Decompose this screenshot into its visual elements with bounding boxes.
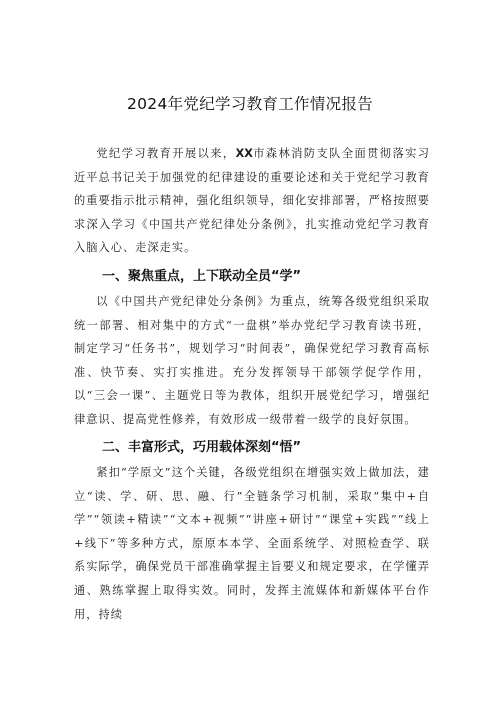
- document-title: 2024年党纪学习教育工作情况报告: [126, 95, 374, 113]
- paragraph-intro-highlight: XX: [235, 147, 253, 160]
- paragraph-section-2: 紧扣“学原文”这个关键，各级党组织在增强实效上做加法，建立“读、学、研、思、融、行”全链条学习机制，采取“集中+自学”“领读+精读”“文本+视频”“讲座+研讨”“课堂+实践”“线上+线下”等多种方式，原原本本学、全面系统学、对照检查学、联系实际学，确保党员干部准确掌握主旨要义和规定要求，在学懂弄通、熟练掌握上取得实效。同时，发挥主流媒体和新媒体平台作用，持续: [74, 466, 430, 621]
- paragraph-intro: [74, 142, 430, 260]
- section-heading-1: 一、聚焦重点，上下联动全员“学”: [102, 269, 302, 284]
- paragraph-intro-body: 市森林消防支队全面贯彻落实习近平总书记关于加强党的纪律建设的重要论述和关于党纪学习教育的重要指示批示精神，强化组织领导，细化安排部署，严格按照要求深入学习《中国共产党纪律处分条例》，扎实推动党纪学习教育入脑入心、走深走实。: [74, 147, 430, 255]
- paragraph-intro-lead: 党纪学习教育开展以来，: [96, 147, 236, 160]
- paragraph-section-1: 以《中国共产党纪律处分条例》为重点，统筹各级党组织采取统一部署、相对集中的方式“一盘棋”举办党纪学习教育读书班，制定学习“任务书”，规划学习“时间表”，确保党纪学习教育高标准、快节奏、实打实推进。充分发挥领导干部领学促学作用，以“三会一课”、主题党日等为教体，组织开展党纪学习，增强纪律意识、提高党性修养，有效形成一级带着一级学的良好氛围。: [74, 295, 430, 426]
- section-heading-2: 二、丰富形式，巧用载体深刻“悟”: [102, 440, 302, 455]
